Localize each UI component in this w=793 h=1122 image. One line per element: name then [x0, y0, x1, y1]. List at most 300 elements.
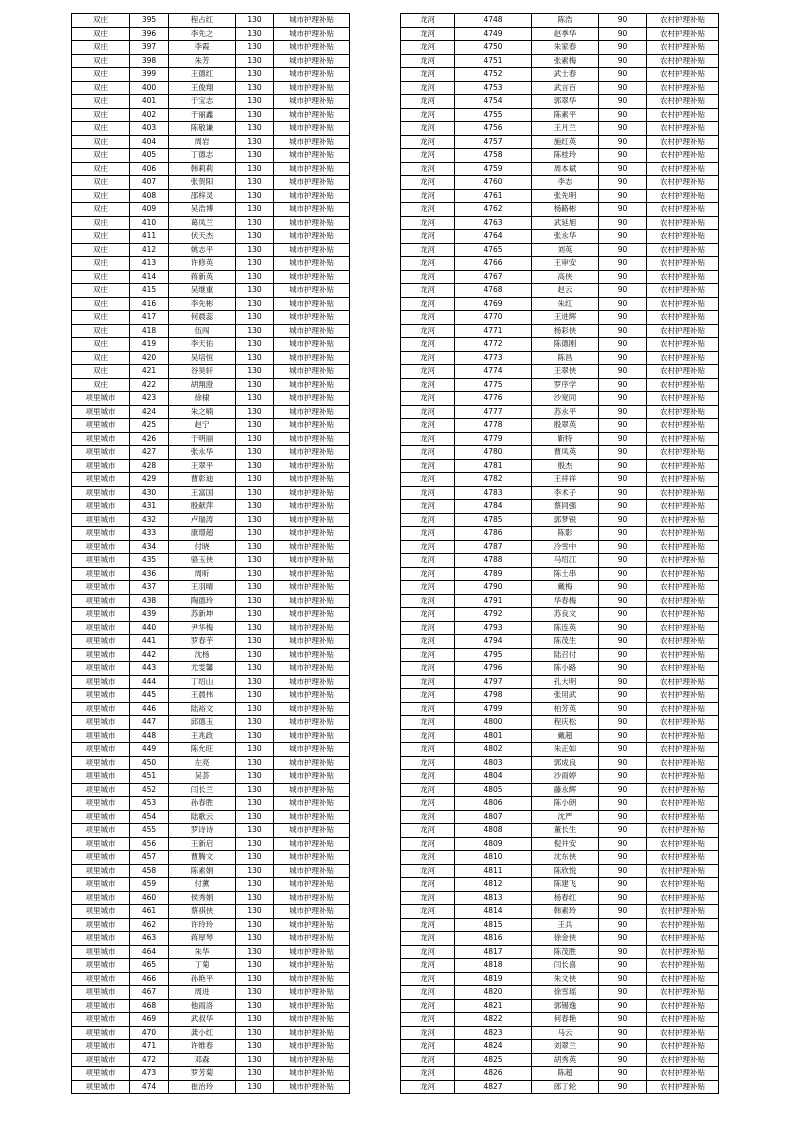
name-cell: 沈严 — [532, 810, 599, 824]
area-cell: 项里城市 — [72, 716, 130, 730]
amount-cell: 130 — [236, 54, 274, 68]
name-cell: 曹彰迪 — [169, 473, 236, 487]
area-cell: 龙河 — [401, 1053, 455, 1067]
serial-cell: 4818 — [455, 959, 532, 973]
amount-cell: 90 — [599, 608, 647, 622]
name-cell: 陈浩 — [532, 14, 599, 28]
serial-cell: 465 — [130, 959, 169, 973]
table-row — [72, 108, 350, 122]
table-row — [401, 27, 719, 41]
name-cell: 付晓 — [169, 540, 236, 554]
name-cell: 武叔华 — [169, 1013, 236, 1027]
subsidy-type-cell: 农村护理补贴 — [647, 1067, 719, 1081]
area-cell: 双庄 — [72, 297, 130, 311]
name-cell: 蒋厚琴 — [169, 932, 236, 946]
name-cell: 姚志平 — [169, 243, 236, 257]
serial-cell: 450 — [130, 756, 169, 770]
amount-cell: 130 — [236, 527, 274, 541]
name-cell: 张永华 — [532, 230, 599, 244]
name-cell: 丁绍山 — [169, 675, 236, 689]
amount-cell: 130 — [236, 797, 274, 811]
subsidy-type-cell: 城市护理补贴 — [274, 14, 350, 28]
amount-cell: 130 — [236, 68, 274, 82]
area-cell: 龙河 — [401, 149, 455, 163]
area-cell: 龙河 — [401, 135, 455, 149]
area-cell: 龙河 — [401, 68, 455, 82]
table-row — [72, 621, 350, 635]
subsidy-type-cell: 城市护理补贴 — [274, 837, 350, 851]
serial-cell: 4809 — [455, 837, 532, 851]
name-cell: 郭成良 — [532, 756, 599, 770]
serial-cell: 428 — [130, 459, 169, 473]
name-cell: 邱德玉 — [169, 716, 236, 730]
area-cell: 项里城市 — [72, 419, 130, 433]
subsidy-type-cell: 城市护理补贴 — [274, 486, 350, 500]
table-row — [72, 905, 350, 919]
table-row — [72, 689, 350, 703]
name-cell: 陈士串 — [532, 567, 599, 581]
serial-cell: 409 — [130, 203, 169, 217]
serial-cell: 399 — [130, 68, 169, 82]
name-cell: 周昕 — [169, 567, 236, 581]
serial-cell: 431 — [130, 500, 169, 514]
serial-cell: 414 — [130, 270, 169, 284]
name-cell: 杨彩侠 — [532, 324, 599, 338]
serial-cell: 4820 — [455, 986, 532, 1000]
amount-cell: 90 — [599, 932, 647, 946]
amount-cell: 90 — [599, 108, 647, 122]
table-row — [72, 473, 350, 487]
subsidy-type-cell: 农村护理补贴 — [647, 108, 719, 122]
area-cell: 龙河 — [401, 824, 455, 838]
amount-cell: 130 — [236, 1013, 274, 1027]
area-cell: 龙河 — [401, 365, 455, 379]
serial-cell: 4783 — [455, 486, 532, 500]
table-row — [401, 783, 719, 797]
subsidy-type-cell: 城市护理补贴 — [274, 1026, 350, 1040]
area-cell: 项里城市 — [72, 756, 130, 770]
serial-cell: 468 — [130, 999, 169, 1013]
serial-cell: 4806 — [455, 797, 532, 811]
subsidy-type-cell: 农村护理补贴 — [647, 122, 719, 136]
name-cell: 曹凤英 — [532, 446, 599, 460]
area-cell: 双庄 — [72, 68, 130, 82]
subsidy-type-cell: 城市护理补贴 — [274, 810, 350, 824]
table-row — [72, 1013, 350, 1027]
area-cell: 项里城市 — [72, 783, 130, 797]
area-cell: 龙河 — [401, 702, 455, 716]
serial-cell: 449 — [130, 743, 169, 757]
area-cell: 龙河 — [401, 945, 455, 959]
name-cell: 罗诗诗 — [169, 824, 236, 838]
amount-cell: 90 — [599, 446, 647, 460]
name-cell: 王新启 — [169, 837, 236, 851]
amount-cell: 90 — [599, 270, 647, 284]
subsidy-type-cell: 城市护理补贴 — [274, 756, 350, 770]
table-row — [401, 1080, 719, 1094]
area-cell: 双庄 — [72, 27, 130, 41]
subsidy-type-cell: 农村护理补贴 — [647, 95, 719, 109]
serial-cell: 424 — [130, 405, 169, 419]
subsidy-type-cell: 城市护理补贴 — [274, 243, 350, 257]
subsidy-type-cell: 城市护理补贴 — [274, 149, 350, 163]
subsidy-type-cell: 城市护理补贴 — [274, 689, 350, 703]
name-cell: 左亮 — [169, 756, 236, 770]
amount-cell: 90 — [599, 135, 647, 149]
subsidy-type-cell: 农村护理补贴 — [647, 999, 719, 1013]
area-cell: 龙河 — [401, 554, 455, 568]
subsidy-type-cell: 城市护理补贴 — [274, 972, 350, 986]
name-cell: 高侠 — [532, 270, 599, 284]
table-row — [72, 351, 350, 365]
name-cell: 杨路彬 — [532, 203, 599, 217]
right-table — [400, 13, 719, 1094]
amount-cell: 90 — [599, 189, 647, 203]
area-cell: 龙河 — [401, 500, 455, 514]
table-row — [72, 284, 350, 298]
name-cell: 陈欣悦 — [532, 864, 599, 878]
amount-cell: 90 — [599, 149, 647, 163]
amount-cell: 130 — [236, 257, 274, 271]
serial-cell: 4798 — [455, 689, 532, 703]
serial-cell: 4757 — [455, 135, 532, 149]
subsidy-type-cell: 城市护理补贴 — [274, 41, 350, 55]
name-cell: 闫长喜 — [532, 959, 599, 973]
table-row — [401, 297, 719, 311]
area-cell: 龙河 — [401, 864, 455, 878]
amount-cell: 130 — [236, 176, 274, 190]
subsidy-type-cell: 农村护理补贴 — [647, 851, 719, 865]
area-cell: 双庄 — [72, 270, 130, 284]
amount-cell: 90 — [599, 918, 647, 932]
subsidy-type-cell: 城市护理补贴 — [274, 891, 350, 905]
table-row — [401, 716, 719, 730]
table-row — [401, 770, 719, 784]
name-cell: 王月兰 — [532, 122, 599, 136]
serial-cell: 446 — [130, 702, 169, 716]
table-row — [401, 270, 719, 284]
table-row — [72, 95, 350, 109]
area-cell: 项里城市 — [72, 1013, 130, 1027]
area-cell: 项里城市 — [72, 392, 130, 406]
amount-cell: 130 — [236, 918, 274, 932]
serial-cell: 426 — [130, 432, 169, 446]
table-row — [401, 932, 719, 946]
area-cell: 双庄 — [72, 14, 130, 28]
area-cell: 双庄 — [72, 378, 130, 392]
area-cell: 龙河 — [401, 486, 455, 500]
name-cell: 武言百 — [532, 81, 599, 95]
serial-cell: 4779 — [455, 432, 532, 446]
table-row — [401, 459, 719, 473]
name-cell: 王审安 — [532, 257, 599, 271]
subsidy-type-cell: 农村护理补贴 — [647, 216, 719, 230]
serial-cell: 4810 — [455, 851, 532, 865]
area-cell: 龙河 — [401, 1080, 455, 1094]
name-cell: 骆玉侠 — [169, 554, 236, 568]
amount-cell: 90 — [599, 176, 647, 190]
serial-cell: 4817 — [455, 945, 532, 959]
amount-cell: 90 — [599, 378, 647, 392]
area-cell: 龙河 — [401, 905, 455, 919]
serial-cell: 401 — [130, 95, 169, 109]
serial-cell: 445 — [130, 689, 169, 703]
subsidy-type-cell: 农村护理补贴 — [647, 986, 719, 1000]
table-row — [401, 554, 719, 568]
table-row — [401, 81, 719, 95]
name-cell: 程庆松 — [532, 716, 599, 730]
amount-cell: 130 — [236, 824, 274, 838]
name-cell: 沙雨婷 — [532, 770, 599, 784]
name-cell: 陈桂玲 — [532, 149, 599, 163]
subsidy-type-cell: 城市护理补贴 — [274, 54, 350, 68]
amount-cell: 90 — [599, 554, 647, 568]
table-row — [72, 743, 350, 757]
area-cell: 项里城市 — [72, 675, 130, 689]
serial-cell: 474 — [130, 1080, 169, 1094]
subsidy-type-cell: 农村护理补贴 — [647, 1080, 719, 1094]
serial-cell: 4750 — [455, 41, 532, 55]
table-row — [401, 473, 719, 487]
table-row — [72, 230, 350, 244]
amount-cell: 90 — [599, 473, 647, 487]
serial-cell: 4792 — [455, 608, 532, 622]
table-row — [72, 378, 350, 392]
table-row — [401, 419, 719, 433]
amount-cell: 130 — [236, 446, 274, 460]
serial-cell: 412 — [130, 243, 169, 257]
area-cell: 龙河 — [401, 1040, 455, 1054]
serial-cell: 425 — [130, 419, 169, 433]
table-row — [72, 986, 350, 1000]
table-row — [401, 351, 719, 365]
name-cell: 朱之喃 — [169, 405, 236, 419]
subsidy-type-cell: 农村护理补贴 — [647, 689, 719, 703]
name-cell: 陈允旺 — [169, 743, 236, 757]
table-row — [401, 1013, 719, 1027]
serial-cell: 396 — [130, 27, 169, 41]
serial-cell: 4761 — [455, 189, 532, 203]
area-cell: 龙河 — [401, 162, 455, 176]
area-cell: 双庄 — [72, 284, 130, 298]
name-cell: 张素梅 — [532, 54, 599, 68]
name-cell: 陆裕文 — [169, 702, 236, 716]
amount-cell: 90 — [599, 419, 647, 433]
serial-cell: 439 — [130, 608, 169, 622]
area-cell: 龙河 — [401, 635, 455, 649]
name-cell: 龚小红 — [169, 1026, 236, 1040]
area-cell: 龙河 — [401, 1067, 455, 1081]
right-table-body — [401, 14, 719, 1094]
name-cell: 朱家春 — [532, 41, 599, 55]
subsidy-type-cell: 农村护理补贴 — [647, 392, 719, 406]
serial-cell: 4775 — [455, 378, 532, 392]
area-cell: 项里城市 — [72, 459, 130, 473]
serial-cell: 4805 — [455, 783, 532, 797]
name-cell: 柏芳英 — [532, 702, 599, 716]
table-row — [401, 1040, 719, 1054]
table-row — [401, 1053, 719, 1067]
subsidy-type-cell: 农村护理补贴 — [647, 513, 719, 527]
name-cell: 朱红 — [532, 297, 599, 311]
serial-cell: 4812 — [455, 878, 532, 892]
serial-cell: 411 — [130, 230, 169, 244]
serial-cell: 430 — [130, 486, 169, 500]
table-row — [401, 972, 719, 986]
table-row — [401, 432, 719, 446]
serial-cell: 4789 — [455, 567, 532, 581]
area-cell: 龙河 — [401, 932, 455, 946]
name-cell: 陈连英 — [532, 621, 599, 635]
amount-cell: 90 — [599, 1026, 647, 1040]
amount-cell: 130 — [236, 351, 274, 365]
amount-cell: 90 — [599, 216, 647, 230]
area-cell: 双庄 — [72, 338, 130, 352]
table-row — [72, 540, 350, 554]
amount-cell: 130 — [236, 459, 274, 473]
table-row — [401, 702, 719, 716]
amount-cell: 130 — [236, 743, 274, 757]
table-row — [72, 311, 350, 325]
name-cell: 李霞 — [169, 41, 236, 55]
table-row — [401, 176, 719, 190]
table-row — [72, 945, 350, 959]
table-row — [401, 621, 719, 635]
name-cell: 孙艳平 — [169, 972, 236, 986]
area-cell: 双庄 — [72, 135, 130, 149]
subsidy-type-cell: 农村护理补贴 — [647, 729, 719, 743]
name-cell: 王俊翔 — [169, 81, 236, 95]
table-row — [72, 1080, 350, 1094]
serial-cell: 403 — [130, 122, 169, 136]
subsidy-type-cell: 城市护理补贴 — [274, 324, 350, 338]
serial-cell: 4773 — [455, 351, 532, 365]
subsidy-type-cell: 城市护理补贴 — [274, 635, 350, 649]
area-cell: 项里城市 — [72, 581, 130, 595]
serial-cell: 4749 — [455, 27, 532, 41]
name-cell: 程占红 — [169, 14, 236, 28]
table-row — [72, 392, 350, 406]
area-cell: 项里城市 — [72, 473, 130, 487]
subsidy-type-cell: 农村护理补贴 — [647, 594, 719, 608]
name-cell: 陈素平 — [532, 108, 599, 122]
amount-cell: 130 — [236, 432, 274, 446]
name-cell: 陈德刚 — [532, 338, 599, 352]
amount-cell: 90 — [599, 1067, 647, 1081]
area-cell: 项里城市 — [72, 999, 130, 1013]
area-cell: 龙河 — [401, 540, 455, 554]
subsidy-type-cell: 城市护理补贴 — [274, 959, 350, 973]
table-row — [401, 635, 719, 649]
name-cell: 韩素玲 — [532, 905, 599, 919]
subsidy-type-cell: 农村护理补贴 — [647, 918, 719, 932]
subsidy-type-cell: 农村护理补贴 — [647, 338, 719, 352]
amount-cell: 130 — [236, 837, 274, 851]
area-cell: 龙河 — [401, 176, 455, 190]
area-cell: 项里城市 — [72, 405, 130, 419]
amount-cell: 90 — [599, 878, 647, 892]
area-cell: 项里城市 — [72, 891, 130, 905]
area-cell: 龙河 — [401, 284, 455, 298]
amount-cell: 130 — [236, 1026, 274, 1040]
table-row — [401, 189, 719, 203]
subsidy-type-cell: 城市护理补贴 — [274, 230, 350, 244]
subsidy-type-cell: 农村护理补贴 — [647, 824, 719, 838]
table-row — [72, 1026, 350, 1040]
area-cell: 龙河 — [401, 216, 455, 230]
serial-cell: 4819 — [455, 972, 532, 986]
area-cell: 项里城市 — [72, 689, 130, 703]
area-cell: 龙河 — [401, 378, 455, 392]
area-cell: 龙河 — [401, 405, 455, 419]
table-row — [401, 945, 719, 959]
amount-cell: 130 — [236, 594, 274, 608]
subsidy-type-cell: 农村护理补贴 — [647, 959, 719, 973]
area-cell: 项里城市 — [72, 945, 130, 959]
name-cell: 沙宽同 — [532, 392, 599, 406]
amount-cell: 90 — [599, 14, 647, 28]
serial-cell: 4774 — [455, 365, 532, 379]
amount-cell: 90 — [599, 824, 647, 838]
serial-cell: 432 — [130, 513, 169, 527]
serial-cell: 4822 — [455, 1013, 532, 1027]
amount-cell: 90 — [599, 891, 647, 905]
name-cell: 许维春 — [169, 1040, 236, 1054]
subsidy-type-cell: 城市护理补贴 — [274, 203, 350, 217]
amount-cell: 130 — [236, 1040, 274, 1054]
serial-cell: 419 — [130, 338, 169, 352]
area-cell: 龙河 — [401, 662, 455, 676]
area-cell: 龙河 — [401, 338, 455, 352]
amount-cell: 130 — [236, 986, 274, 1000]
area-cell: 双庄 — [72, 162, 130, 176]
name-cell: 徐棣 — [169, 392, 236, 406]
name-cell: 张先明 — [532, 189, 599, 203]
table-row — [401, 486, 719, 500]
name-cell: 胡翔澄 — [169, 378, 236, 392]
name-cell: 沈东侠 — [532, 851, 599, 865]
table-row — [72, 54, 350, 68]
name-cell: 刘翠兰 — [532, 1040, 599, 1054]
area-cell: 项里城市 — [72, 486, 130, 500]
amount-cell: 130 — [236, 567, 274, 581]
amount-cell: 130 — [236, 14, 274, 28]
subsidy-type-cell: 城市护理补贴 — [274, 554, 350, 568]
amount-cell: 130 — [236, 41, 274, 55]
subsidy-type-cell: 农村护理补贴 — [647, 608, 719, 622]
subsidy-type-cell: 城市护理补贴 — [274, 270, 350, 284]
serial-cell: 4766 — [455, 257, 532, 271]
area-cell: 项里城市 — [72, 1053, 130, 1067]
name-cell: 陈昌 — [532, 351, 599, 365]
subsidy-type-cell: 农村护理补贴 — [647, 1013, 719, 1027]
serial-cell: 456 — [130, 837, 169, 851]
serial-cell: 441 — [130, 635, 169, 649]
amount-cell: 130 — [236, 878, 274, 892]
table-row — [72, 432, 350, 446]
serial-cell: 400 — [130, 81, 169, 95]
amount-cell: 130 — [236, 243, 274, 257]
subsidy-type-cell: 农村护理补贴 — [647, 324, 719, 338]
subsidy-type-cell: 城市护理补贴 — [274, 189, 350, 203]
area-cell: 项里城市 — [72, 635, 130, 649]
name-cell: 许玲玲 — [169, 918, 236, 932]
area-cell: 龙河 — [401, 419, 455, 433]
serial-cell: 4752 — [455, 68, 532, 82]
amount-cell: 130 — [236, 486, 274, 500]
subsidy-type-cell: 城市护理补贴 — [274, 716, 350, 730]
amount-cell: 130 — [236, 729, 274, 743]
